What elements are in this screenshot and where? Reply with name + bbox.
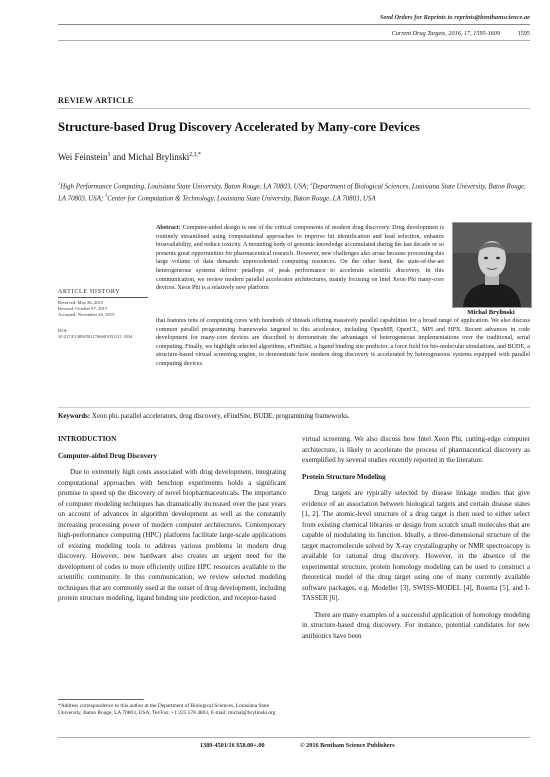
reprints-notice[interactable]: Send Orders for Reprints to reprints@benthamscience.ae (379, 14, 530, 21)
affiliation-text: Center for Computation & Technology, Louisiana State University, Baton Rouge, LA 70803, USA (107, 195, 376, 203)
copyright: © 2016 Bentham Science Publishers (300, 742, 395, 749)
article-type-rule (58, 108, 530, 109)
body-column-left (58, 434, 286, 610)
received-date: Received: May 26, 2015 (58, 300, 104, 305)
paragraph: virtual screening. We also discuss how Intel Xeon Phi, cutting-edge computer architecture, is likely to accelerate the process of pharmaceutical discovery as exemplified by several studies recently reported in the literature. (302, 435, 530, 464)
revised-date: Revised: October 07, 2015 (58, 306, 108, 311)
abstract (156, 224, 444, 293)
affiliation-mark: 3 (104, 193, 108, 199)
article-title: Structure-based Drug Discovery Accelerated by Many-core Devices (58, 120, 420, 134)
doi-block (58, 328, 150, 340)
subsection-heading: Protein Structure Modeling (302, 472, 386, 481)
paragraph: Drug targets are typically selected by disease linkage studies that give evidence of an association between biological targets and certain disease states [1, 2]. The atomic-level structure of a drug target is then used to either select from existing chemical libraries or design from scratch small molecules that are capable of modulating its function. Ideally, a three-dimensional structure of the target macromolecule solved by X-ray crystallography or NMR spectroscopy is available for rational drug discovery. However, in the absence of the experimental structure, protein homology modeling can be used to construct a theoretical model of the drug target using one of many currently available software packages, e.g. Modeller [3], SWISS-MODEL [4], Rosetta [5], and I-TASSER [6]. (302, 489, 530, 602)
header-rule (58, 24, 530, 25)
affiliations (58, 179, 530, 204)
doi-link[interactable]: 10.2174/138945011766601031211 1834 (58, 334, 133, 339)
section-heading: INTRODUCTION (58, 434, 117, 443)
abstract-continued: that features tens of computing cores with hundreds of threads offering massively parallel capabilities for a broad range of application. We also discuss common parallel programming frameworks targeted to this accelerator, including OpenMP, OpenCL, MPI and HPX. Recent advances in code development for many-core devices are described to demonstrate the advantages of heterogeneous implementations over the traditional, serial computing. Finally, we highlight selected algorithms, eFindSite, a ligand binding site predictor, a force field for bio-molecular simulations, and BUDE, a structure-based virtual screening engine, to demonstrate how modern drug discovery is accelerated by heterogeneous systems equipped with parallel computing devices. (156, 318, 530, 367)
author-photo (452, 222, 532, 308)
affiliation-mark: 2 (310, 181, 313, 186)
author-list (58, 152, 201, 162)
keywords-rule (58, 407, 530, 408)
article-history (58, 300, 150, 318)
affiliation-mark: 1 (58, 181, 61, 186)
article-history-heading: ARTICLE HISTORY (58, 289, 148, 298)
paragraph: Due to extremely high costs associated with drug development, integrating computational approaches with benchtop experiments holds a significant promise to speed up the discovery of novel biopharmaceuticals. The importance of computer modeling techniques has dramatically increased over the past years on account of advances in algorithm development as well as the constantly increasing processing power of modern computer architectures. Contemporary high-performance computing (HPC) platforms facilitate large-scale applications of existing modeling tools to address various problems in modern drug discovery. However, new hardware also creates an urgent need for the development of codes to more efficiently utilize HPC resources available to the scientific community. In this communication, we review selected modeling techniques that are commonly used at the outset of drug development, including protein structure modeling, ligand binding site prediction, and receptor-based (58, 468, 286, 602)
subsection-heading: Computer-aided Drug Discovery (58, 451, 158, 460)
author-name[interactable]: Wei Feinstein (58, 152, 108, 162)
article-type: REVIEW ARTICLE (58, 96, 134, 105)
body-column-right (302, 434, 530, 647)
author-name[interactable]: and Michal Brylinski (110, 152, 190, 162)
paragraph: There are many examples of a successful application of homology modeling in structure-based drug discovery. For instance, potential candidates for new antibiotics have been (302, 610, 530, 640)
footer-rule (58, 737, 530, 738)
author-affiliation-mark: 2,3,* (189, 152, 201, 158)
photo-caption: Michal Brylinski (467, 309, 515, 316)
correspondence-footnote: *Address correspondence to this author at the Department of Biological Sciences, Louisiana State University, Baton Rouge, LA 70803, USA; Tel/Fax: +1 225 578 4803, E-mail: michal@brylinski.org (58, 703, 276, 717)
accepted-date: Accepted: November 20, 2015 (58, 312, 115, 317)
affiliation-text: High Performance Computing, Louisiana State University, Baton Rouge, LA 70803, USA; (60, 183, 311, 191)
issn-price: 1389-4501/16 $58.00+.00 (200, 742, 265, 749)
abstract-label: Abstract: (156, 225, 181, 231)
keywords-label: Keywords: (58, 413, 91, 420)
keywords-text: Xeon phi, parallel accelerators, drug discovery, eFindSite, BUDE, programming frameworks. (90, 413, 350, 420)
page-number: 1595 (517, 30, 530, 37)
journal-citation: Current Drug Targets, 2016, 17, 1595-1609 (391, 30, 500, 37)
footnote-rule (58, 699, 144, 700)
doi-label: DOI: (58, 328, 68, 333)
header-rule-2 (58, 40, 530, 41)
keywords (58, 413, 530, 420)
affiliation-text: Department of Biological Sciences, Louisiana State University, Baton Rouge, LA 70803, USA; (58, 183, 526, 203)
author-portrait-icon (453, 223, 531, 307)
abstract-text: Computer-aided design is one of the critical components of modern drug discovery. Drug development is routinely streamlined using computational approaches to improve hit identification and lead selection, enhance bioavailability, and reduce toxicity. A mounting body of genomic knowledge accumulated during the last decade or so presents great opportunities for pharmaceutical research. However, new challenges also arose because processing this large volume of data demands unprecedented computing resources. On the other hand, the state-of-the-art heterogeneous systems deliver petaflops of peak performance to accelerate scientific discovery. In this communication, we review modern parallel accelerator architectures, mainly focusing on Intel Xeon Phi many-core devices. Xeon Phi is a relatively new platform (156, 225, 444, 292)
author-affiliation-mark: 1 (107, 152, 111, 158)
